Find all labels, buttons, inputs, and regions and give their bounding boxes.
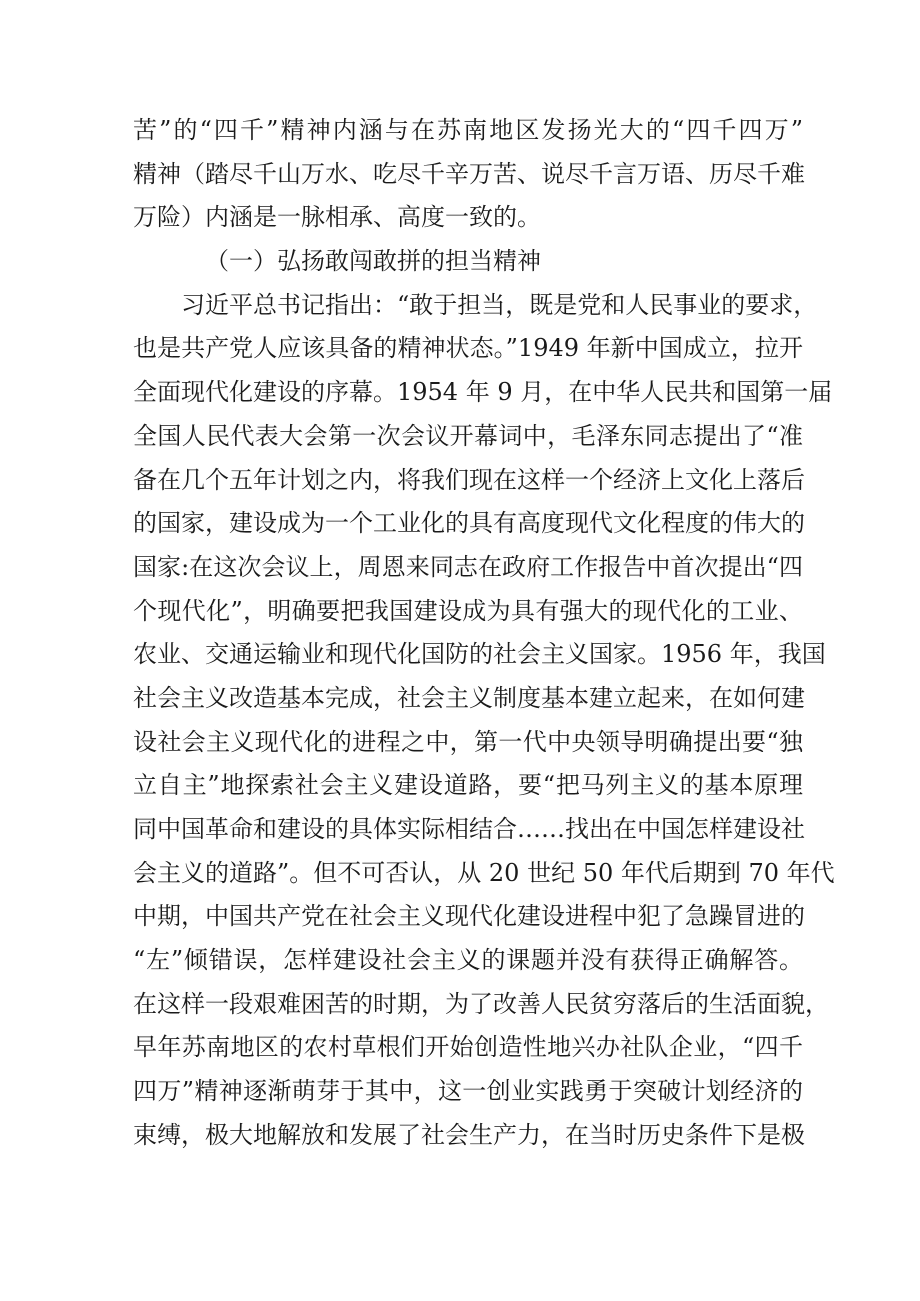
text-line: 万险）内涵是一脉相承、高度一致的。 bbox=[133, 203, 541, 232]
text-line: 习近平总书记指出：“敢于担当，既是党和人民事业的要求， bbox=[181, 290, 818, 319]
text-line: 备在几个五年计划之内，将我们现在这样一个经济上文化上落后 bbox=[133, 465, 805, 494]
text-line: 束缚，极大地解放和发展了社会生产力，在当时历史条件下是极 bbox=[133, 1120, 805, 1149]
text-line: 精神（踏尽千山万水、吃尽千辛万苦、说尽千言万语、历尽千难 bbox=[133, 159, 805, 188]
text-line: 中期，中国共产党在社会主义现代化建设进程中犯了急躁冒进的 bbox=[133, 902, 805, 931]
section-heading: （一）弘扬敢闯敢拼的担当精神 bbox=[205, 247, 541, 276]
text-line: 立自主”地探索社会主义建设道路，要“把马列主义的基本原理 bbox=[133, 771, 803, 800]
text-line: 早年苏南地区的农村草根们开始创造性地兴办社队企业，“四千 bbox=[133, 1033, 803, 1062]
text-line: 农业、交通运输业和现代化国防的社会主义国家。1956 年，我国 bbox=[133, 640, 826, 669]
text-line: 四万”精神逐渐萌芽于其中，这一创业实践勇于突破计划经济的 bbox=[133, 1077, 803, 1106]
text-line: 也是共产党人应该具备的精神状态。”1949 年新中国成立，拉开 bbox=[133, 334, 803, 363]
text-line: “左”倾错误，怎样建设社会主义的课题并没有获得正确解答。 bbox=[133, 946, 803, 975]
text-line: 同中国革命和建设的具体实际相结合……找出在中国怎样建设社 bbox=[133, 815, 805, 843]
text-line: 社会主义改造基本完成，社会主义制度基本建立起来，在如何建 bbox=[133, 683, 805, 712]
text-line: 个现代化”，明确要把我国建设成为具有强大的现代化的工业、 bbox=[133, 596, 803, 625]
text-line: 苦”的“四千”精神内涵与在苏南地区发扬光大的“四千四万” bbox=[133, 116, 803, 144]
text-line: 在这样一段艰难困苦的时期，为了改善人民贫穷落后的生活面貌， bbox=[133, 989, 829, 1018]
text-line: 全国人民代表大会第一次会议开幕词中，毛泽东同志提出了“准 bbox=[133, 421, 803, 450]
text-line: 会主义的道路”。但不可否认，从 20 世纪 50 年代后期到 70 年代 bbox=[133, 858, 835, 887]
text-line: 的国家，建设成为一个工业化的具有高度现代文化程度的伟大的 bbox=[133, 509, 805, 538]
text-line: 国家:在这次会议上，周恩来同志在政府工作报告中首次提出“四 bbox=[133, 552, 803, 581]
text-line: 设社会主义现代化的进程之中，第一代中央领导明确提出要“独 bbox=[133, 727, 803, 756]
document-body bbox=[133, 109, 835, 1158]
text-line: 全面现代化建设的序幕。1954 年 9 月，在中华人民共和国第一届 bbox=[133, 378, 833, 407]
